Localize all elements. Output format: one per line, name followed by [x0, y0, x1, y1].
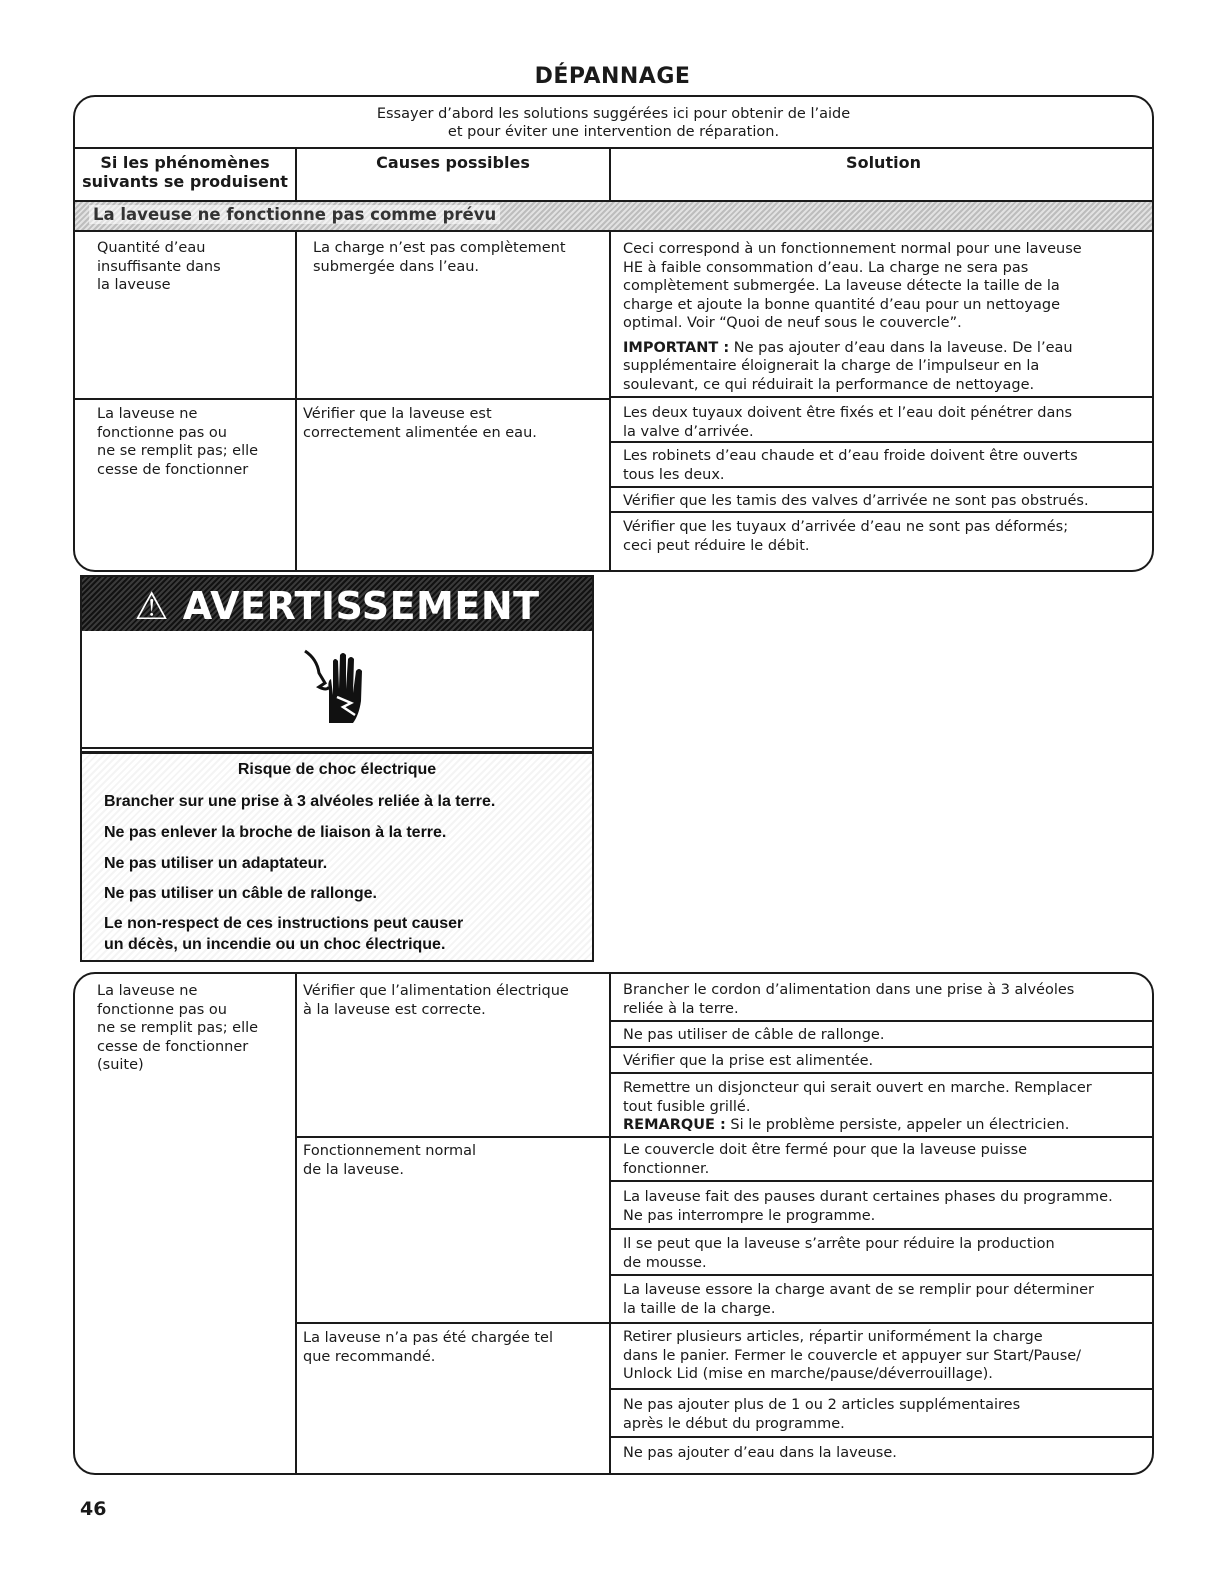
solution-cell [611, 1138, 1154, 1182]
page-title: DÉPANNAGE [534, 64, 691, 89]
divider [75, 147, 1152, 149]
symptom-cell [97, 405, 292, 479]
text-line: ne se remplit pas; elle [97, 443, 259, 459]
remarque-note [623, 1116, 1154, 1135]
section-band [75, 200, 1152, 232]
column-header-symptom [75, 153, 295, 191]
solution-cell [611, 1392, 1154, 1438]
solution-cell [611, 490, 1154, 513]
divider [75, 398, 611, 400]
solution-cell [611, 445, 1154, 488]
text-line: ne se remplit pas; elle [97, 1020, 259, 1036]
cause-cell [313, 239, 603, 276]
column-header-symptom-line-2: suivants se produisent [82, 172, 288, 191]
divider [295, 1322, 611, 1324]
text-line: Ne pas utiliser de câble de rallonge. [623, 1027, 885, 1043]
cause-cell [303, 1142, 608, 1179]
text-line: de la laveuse. [303, 1161, 404, 1178]
text-line: correctement alimentée en eau. [303, 424, 537, 441]
text-line: Les robinets d’eau chaude et d’eau froide doivent être ouverts [623, 448, 1078, 464]
electric-shock-hand-icon [299, 643, 379, 733]
text-line: fonctionner. [623, 1160, 710, 1177]
text-line: La laveuse essore la charge avant de se remplir pour déterminer [623, 1282, 1095, 1298]
solution-cell [611, 1440, 1154, 1470]
text-line: de mousse. [623, 1254, 707, 1271]
text-line: La laveuse n’a pas été chargée tel [303, 1330, 553, 1346]
solution-cell [611, 1024, 1154, 1048]
text-line: reliée à la terre. [623, 1000, 739, 1017]
column-header-symptom-line-1: Si les phénomènes [100, 153, 270, 172]
divider [295, 147, 297, 201]
section-band-label: La laveuse ne fonctionne pas comme prévu [89, 205, 500, 224]
text-line: Il se peut que la laveuse s’arrête pour réduire la production [623, 1236, 1055, 1252]
text-line: Le couvercle doit être fermé pour que la laveuse puisse [623, 1142, 1028, 1158]
text-line: Ne pas ajouter d’eau dans la laveuse. De l’eau [733, 339, 1073, 356]
text-line: tout fusible grillé. [623, 1098, 751, 1115]
warning-title: AVERTISSEMENT [182, 584, 540, 628]
text-line: Ne pas ajouter plus de 1 ou 2 articles supplémentaires [623, 1397, 1021, 1413]
text-line: complètement submergée. La laveuse détecte la taille de la [623, 278, 1060, 294]
text-line: Ne pas ajouter d’eau dans la laveuse. [623, 1445, 897, 1461]
text-line: supplémentaire éloignerait la charge de l’impulseur en la [623, 358, 1040, 374]
warning-line: Brancher sur une prise à 3 alvéoles reliée à la terre. [104, 793, 496, 810]
symptom-cell [97, 239, 287, 295]
text-line: ceci peut réduire le débit. [623, 537, 810, 554]
divider [609, 147, 611, 201]
solution-cell [611, 1278, 1154, 1324]
text-line: cesse de fonctionner [97, 1038, 249, 1055]
warning-header [82, 577, 592, 631]
important-note [623, 339, 1154, 395]
solution-cell [611, 515, 1154, 565]
text-line: submergée dans l’eau. [313, 258, 480, 275]
text-line: optimal. Voir “Quoi de neuf sous le couvercle”. [623, 315, 962, 331]
text-line: fonctionne pas ou [97, 1001, 227, 1018]
remarque-label: REMARQUE : [623, 1117, 726, 1133]
text-line: Retirer plusieurs articles, répartir uniformément la charge [623, 1329, 1043, 1345]
text-line: Ne pas interrompre le programme. [623, 1207, 876, 1224]
cause-cell [303, 405, 603, 442]
text-line: La charge n’est pas complètement [313, 240, 566, 256]
page-number: 46 [80, 1498, 107, 1520]
text-line: La laveuse ne [97, 983, 198, 999]
text-line: la laveuse [97, 277, 171, 293]
text-line: Les deux tuyaux doivent être fixés et l’eau doit pénétrer dans [623, 405, 1073, 421]
column-header-causes: Causes possibles [376, 153, 530, 172]
text-line: Brancher le cordon d’alimentation dans une prise à 3 alvéoles [623, 982, 1075, 998]
intro-line-2: et pour éviter une intervention de réparation. [447, 124, 780, 140]
warning-heading: Risque de choc électrique [237, 761, 437, 778]
text-line: Unlock Lid (mise en marche/pause/déverrouillage). [623, 1366, 993, 1382]
text-line: Vérifier que la prise est alimentée. [623, 1053, 874, 1069]
text-line: insuffisante dans [97, 258, 221, 275]
solution-cell [611, 400, 1154, 443]
warning-body [82, 751, 592, 960]
text-line: tous les deux. [623, 466, 725, 483]
warning-line: un décès, un incendie ou un choc électrique. [104, 936, 446, 953]
text-line: Ceci correspond à un fonctionnement normal pour une laveuse [623, 241, 1082, 257]
text-line: Vérifier que la laveuse est [303, 406, 492, 422]
troubleshooting-table-part-2 [73, 972, 1154, 1475]
intro-text [75, 105, 1152, 141]
text-line: Fonctionnement normal [303, 1143, 477, 1159]
text-line: soulevant, ce qui réduirait la performance de nettoyage. [623, 376, 1035, 393]
symptom-cell [97, 982, 292, 1075]
text-line: Quantité d’eau [97, 240, 206, 256]
divider [295, 974, 297, 1475]
text-line: dans le panier. Fermer le couvercle et appuyer sur Start/Pause/ [623, 1347, 1082, 1364]
text-line: Vérifier que les tamis des valves d’arrivée ne sont pas obstrués. [623, 493, 1089, 509]
text-line: à la laveuse est correcte. [303, 1001, 486, 1018]
intro-line-1: Essayer d’abord les solutions suggérées ici pour obtenir de l’aide [376, 106, 851, 122]
text-line: Remettre un disjoncteur qui serait ouvert en marche. Remplacer [623, 1080, 1092, 1096]
text-line: cesse de fonctionner [97, 461, 249, 478]
text-line: après le début du programme. [623, 1415, 845, 1432]
text-line: que recommandé. [303, 1348, 436, 1365]
text-line: Si le problème persiste, appeler un électricien. [730, 1117, 1070, 1133]
cause-cell [303, 982, 608, 1019]
warning-box [80, 575, 594, 962]
text-line: la taille de la charge. [623, 1300, 776, 1317]
solution-cell [611, 1076, 1154, 1138]
warning-line: Ne pas utiliser un adaptateur. [104, 855, 328, 872]
solution-cell [611, 1324, 1154, 1390]
cause-cell [303, 1329, 608, 1366]
text-line: HE à faible consommation d’eau. La charge ne sera pas [623, 259, 1029, 276]
warning-triangle-icon: ⚠ [134, 584, 170, 628]
solution-cell [611, 978, 1154, 1022]
solution-cell [611, 1232, 1154, 1276]
important-label: IMPORTANT : [623, 339, 730, 356]
solution-cell [611, 1050, 1154, 1074]
text-line: (suite) [97, 1057, 144, 1073]
column-header-solution: Solution [846, 153, 921, 172]
troubleshooting-table-part-1 [73, 95, 1154, 572]
text-line: fonctionne pas ou [97, 424, 227, 441]
solution-cell [611, 238, 1154, 398]
text-line: la valve d’arrivée. [623, 423, 754, 440]
warning-line: Ne pas enlever la broche de liaison à la terre. [104, 824, 447, 841]
warning-line: Le non-respect de ces instructions peut causer [104, 915, 464, 932]
text-line: Vérifier que les tuyaux d’arrivée d’eau ne sont pas déformés; [623, 519, 1069, 535]
warning-line: Ne pas utiliser un câble de rallonge. [104, 885, 377, 902]
divider [295, 232, 297, 572]
divider [295, 1136, 611, 1138]
text-line: La laveuse fait des pauses durant certaines phases du programme. [623, 1189, 1113, 1205]
text-line: Vérifier que l’alimentation électrique [303, 983, 569, 999]
text-line: La laveuse ne [97, 406, 198, 422]
solution-cell [611, 1184, 1154, 1230]
text-line: charge et ajoute la bonne quantité d’eau pour un nettoyage [623, 296, 1060, 313]
warning-icon-area [82, 631, 592, 749]
